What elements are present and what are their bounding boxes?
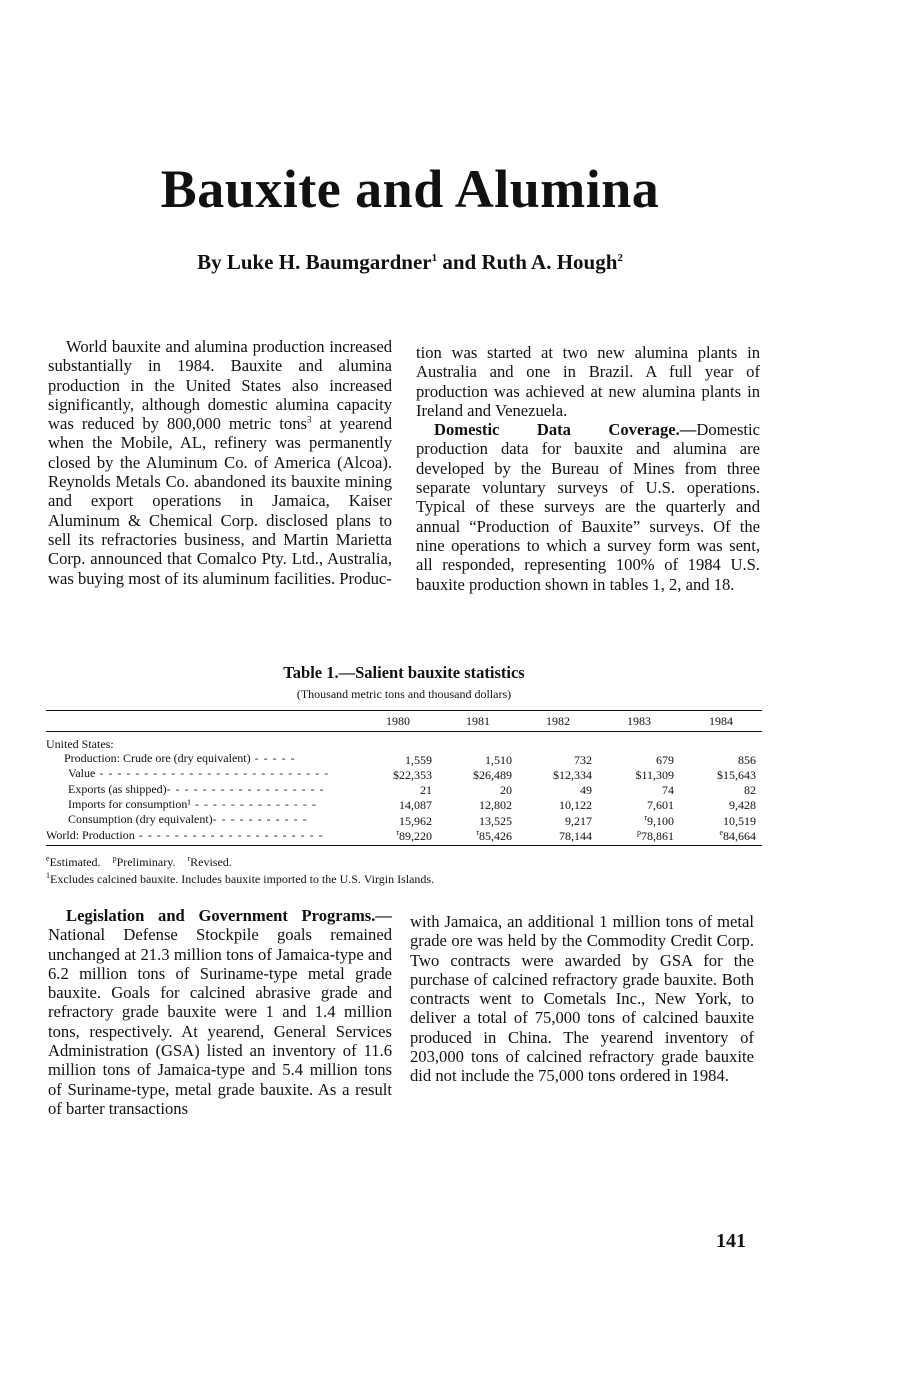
table-row bbox=[46, 796, 762, 811]
intro-left-column bbox=[48, 337, 392, 588]
page-number: 141 bbox=[716, 1230, 746, 1252]
byline-by: By Luke H. Baumgardner bbox=[197, 250, 432, 274]
value-flag: r bbox=[644, 812, 647, 822]
dot-leader: - - - - - - - - - - - bbox=[212, 812, 308, 827]
author2-footnote-mark: 2 bbox=[617, 252, 623, 264]
header-cell-blank bbox=[46, 711, 358, 731]
legislation-paragraph-continued: with Jamaica, an additional 1 million tons of metal grade ore was held by the Commodity Credit Corp. Two contracts were awarded by GSA for the purchase of calcined refractory grade bauxite. Both contracts went to Cometals Inc., New York, to deliver a total of 75,000 tons of calcined bauxite produced in China. The yearend inventory of 203,000 tons of calcined refractory grade bauxite did not include the 75,000 tons ordered in 1984. bbox=[410, 912, 754, 1086]
author1-footnote-mark: 1 bbox=[431, 252, 438, 264]
group-label: United States: bbox=[46, 737, 114, 752]
table-cell: 13,525 bbox=[479, 813, 512, 828]
dot-leader: - - - - - bbox=[250, 751, 296, 766]
table-cell: 856 bbox=[738, 752, 756, 767]
table-cell: 1,559 bbox=[405, 752, 432, 767]
table-cell: 679 bbox=[656, 752, 674, 767]
table-cell: $^r$85,426 bbox=[476, 828, 512, 844]
intro-paragraph: World bauxite and alumina production increased substantially in 1984. Bauxite and alumina production in the United States also increased significantly, although domestic alumina capacity was reduced by 800,000 metric tons$^3$ at yearend when the Mobile, AL, refinery was permanently closed by the Aluminum Co. of America (Alcoa). Reynolds Metals Co. abandoned its bauxite mining and export operations in Jamaica, Kaiser Aluminum & Chemical Corp. disclosed plans to sell its refractories business, and Martin Marietta Corp. announced that Comalco Pty. Ltd., Australia, was buying most of its aluminum facilities. Produc- bbox=[48, 337, 392, 588]
table-row bbox=[46, 766, 762, 781]
table-cell: $^r$89,220 bbox=[396, 828, 432, 844]
intro-right-column bbox=[416, 343, 760, 594]
table-cell: 14,087 bbox=[399, 798, 432, 813]
footnote-mark: 3 bbox=[306, 414, 312, 425]
dot-leader: - - - - - - - - - - - - - - - - - - - - - bbox=[134, 827, 324, 842]
table-row bbox=[46, 751, 762, 766]
table-cell: 1,510 bbox=[485, 752, 512, 767]
row-label: Value - - - - - - - - - - - - - - - - - - - - - - - - - - bbox=[68, 766, 330, 781]
column-header: 1980 bbox=[386, 714, 410, 728]
table-cell: 10,122 bbox=[559, 798, 592, 813]
table-cell: $^r$9,100 bbox=[644, 812, 674, 828]
column-header: 1984 bbox=[709, 714, 733, 728]
value-flag: e bbox=[719, 828, 723, 838]
table-group-row bbox=[46, 732, 762, 750]
table-cell: 10,519 bbox=[723, 813, 756, 828]
column-header: 1982 bbox=[546, 714, 570, 728]
salient-statistics-table bbox=[46, 710, 762, 846]
dot-leader: - - - - - - - - - - - - - - - - - - bbox=[166, 781, 325, 796]
table-row bbox=[46, 812, 762, 827]
table-cell: 49 bbox=[580, 783, 592, 798]
dot-leader: - - - - - - - - - - - - - - bbox=[190, 796, 317, 811]
table-cell: 732 bbox=[574, 752, 592, 767]
table-cell: $^p$78,861 bbox=[637, 828, 674, 844]
value-flag: p bbox=[637, 828, 641, 838]
table-row bbox=[46, 781, 762, 796]
table-header-row bbox=[46, 711, 762, 731]
byline-and: and Ruth A. Hough bbox=[437, 250, 618, 274]
section-heading: Legislation and Government Programs.— bbox=[66, 906, 392, 925]
table-cell: $12,334 bbox=[553, 767, 592, 782]
table-cell: $15,643 bbox=[717, 767, 756, 782]
legislation-paragraph: Legislation and Government Programs.—National Defense Stockpile goals remained unchanged at 21.3 million tons of Jamaica-type and 6.2 million tons of Suriname-type metal grade bauxite. Goals for calcined abrasive grade and refractory grade bauxite were 1 and 1.4 million tons, respectively. At yearend, General Services Administration (GSA) listed an inventory of 11.6 million tons of Jamaica-type and 5.4 million tons of Suriname-type, metal grade bauxite. As a result of barter transactions bbox=[48, 906, 392, 1118]
value-flag: r bbox=[396, 828, 399, 838]
legislation-left-column bbox=[48, 906, 392, 1118]
table-cell: 9,428 bbox=[729, 798, 756, 813]
section-heading: Domestic Data Coverage.— bbox=[434, 420, 697, 440]
row-label: World: Production - - - - - - - - - - - - - - - - - - - - - bbox=[46, 827, 324, 842]
table-cell: $26,489 bbox=[473, 767, 512, 782]
table-notes bbox=[46, 852, 434, 886]
column-header: 1981 bbox=[466, 714, 490, 728]
table-cell: $^e$84,664 bbox=[719, 828, 756, 844]
dot-leader: - - - - - - - - - - - - - - - - - - - - - - - - - - bbox=[95, 766, 330, 781]
byline bbox=[0, 250, 820, 275]
table-cell: 74 bbox=[662, 783, 674, 798]
table-footnote: $^1$Excludes calcined bauxite. Includes bauxite imported to the U.S. Virgin Islands. bbox=[46, 871, 435, 886]
table-cell: 7,601 bbox=[647, 798, 674, 813]
table-subcaption: (Thousand metric tons and thousand dollars) bbox=[296, 687, 512, 701]
table-cell: 9,217 bbox=[565, 813, 592, 828]
table-row bbox=[46, 827, 762, 842]
data-table bbox=[46, 711, 762, 842]
table-cell: 82 bbox=[744, 783, 756, 798]
table-bottom-rule bbox=[46, 845, 762, 846]
legislation-right-column bbox=[410, 912, 754, 1086]
table-cell: 15,962 bbox=[399, 813, 432, 828]
row-label: Imports for consumption¹ - - - - - - - - - - - - - - bbox=[68, 796, 317, 811]
domestic-data-coverage-paragraph: Domestic Data Coverage.—Domestic production data for bauxite and alumina are developed by the Bureau of Mines from three separate voluntary surveys of U.S. operations. Typical of these surveys are the quarterly and annual “Production of Bauxite” surveys. Of the nine operations to which a survey form was sent, all responded, representing 100% of 1984 U.S. bauxite production shown in tables 1, 2, and 18. bbox=[416, 420, 760, 594]
page-title: Bauxite and Alumina bbox=[160, 159, 660, 219]
table-cell: 20 bbox=[500, 783, 512, 798]
intro-paragraph-continued: tion was started at two new alumina plants in Australia and one in Brazil. A full year of production was achieved at new alumina plants in Ireland and Venezuela. bbox=[416, 343, 760, 420]
table-cell: 78,144 bbox=[559, 829, 592, 844]
table-cell: 12,802 bbox=[479, 798, 512, 813]
table-cell: $22,353 bbox=[393, 767, 432, 782]
row-label: Production: Crude ore (dry equivalent) - - - - - bbox=[64, 751, 296, 766]
column-header: 1983 bbox=[627, 714, 651, 728]
table-cell: 21 bbox=[420, 783, 432, 798]
table-cell: $11,309 bbox=[635, 767, 674, 782]
row-label: Consumption (dry equivalent)- - - - - - - - - - - bbox=[68, 812, 308, 827]
table-caption: Table 1.—Salient bauxite statistics bbox=[283, 663, 525, 682]
value-flag: r bbox=[476, 828, 479, 838]
table-legend: $^e$Estimated. $^p$Preliminary. $^r$Revised. bbox=[46, 854, 232, 869]
row-label: Exports (as shipped)- - - - - - - - - - - - - - - - - - bbox=[68, 781, 325, 796]
